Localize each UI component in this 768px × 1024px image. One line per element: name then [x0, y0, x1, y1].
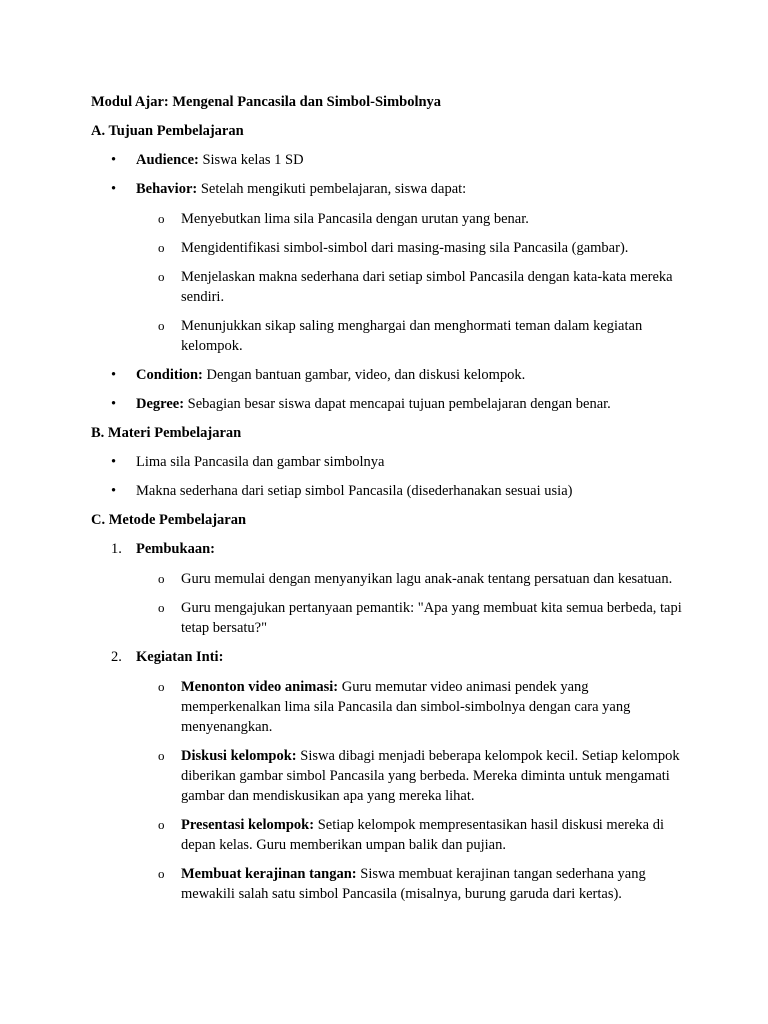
list-item-pembukaan	[91, 539, 688, 638]
document-title: Modul Ajar: Mengenal Pancasila dan Simbol-Simbolnya	[91, 94, 442, 110]
sub-list-item	[136, 677, 688, 737]
item-label: Kegiatan Inti:	[136, 649, 224, 665]
sub-list-item	[136, 238, 688, 258]
item-text: Dengan bantuan gambar, video, dan diskusi kelompok.	[202, 367, 526, 383]
number-marker: 1.	[111, 541, 122, 557]
sub-item-label: Membuat kerajinan tangan:	[181, 866, 357, 882]
sub-bullet-marker: o	[158, 571, 165, 586]
sub-bullet-marker: o	[158, 318, 165, 333]
item-label: Degree:	[136, 396, 185, 412]
list-item	[91, 481, 688, 501]
materi-list	[91, 452, 688, 501]
bullet-marker: •	[111, 483, 117, 499]
sub-list-item	[136, 815, 688, 855]
sub-bullet-marker: o	[158, 240, 165, 255]
sub-list-item	[136, 267, 688, 307]
section-heading-tujuan: A. Tujuan Pembelajaran	[91, 123, 244, 139]
bullet-marker: •	[111, 152, 117, 168]
bullet-marker: •	[111, 396, 117, 412]
sub-item-label: Menonton video animasi:	[181, 679, 339, 695]
sub-bullet-marker: o	[158, 748, 165, 763]
sub-item-text: Guru mengajukan pertanyaan pemantik: "Apa yang membuat kita semua berbeda, tapi tetap bersatu?"	[181, 600, 682, 636]
sub-bullet-marker: o	[158, 679, 165, 694]
item-label: Audience:	[136, 152, 199, 168]
kegiatan-inti-sublist	[136, 677, 688, 904]
pembukaan-sublist	[136, 569, 688, 638]
sub-bullet-marker: o	[158, 600, 165, 615]
list-item-degree	[91, 394, 688, 414]
sub-item-text: Siswa membuat kerajinan tangan sederhana yang mewakili salah satu simbol Pancasila (misalnya, burung garuda dari kertas).	[181, 866, 646, 902]
list-item-audience	[91, 150, 688, 170]
item-text: Makna sederhana dari setiap simbol Pancasila (disederhanakan sesuai usia)	[136, 483, 573, 499]
metode-list	[91, 539, 688, 904]
behavior-sublist	[136, 209, 688, 356]
sub-bullet-marker: o	[158, 269, 165, 284]
sub-item-text: Siswa dibagi menjadi beberapa kelompok kecil. Setiap kelompok diberikan gambar simbol Pancasila yang berbeda. Mereka diminta untuk mengamati gambar dan mendiskusikan apa yang mereka lihat.	[181, 748, 680, 804]
list-item-behavior	[91, 179, 688, 356]
sub-list-item	[136, 864, 688, 904]
item-text: Setelah mengikuti pembelajaran, siswa dapat:	[197, 181, 467, 197]
sub-list-item	[136, 598, 688, 638]
item-text: Lima sila Pancasila dan gambar simbolnya	[136, 454, 385, 470]
item-text: Sebagian besar siswa dapat mencapai tujuan pembelajaran dengan benar.	[184, 396, 611, 412]
item-text: Siswa kelas 1 SD	[198, 152, 304, 168]
sub-list-item	[136, 746, 688, 806]
bullet-marker: •	[111, 367, 117, 383]
sub-item-text: Guru memulai dengan menyanyikan lagu anak-anak tentang persatuan dan kesatuan.	[181, 571, 673, 587]
item-label: Behavior:	[136, 181, 198, 197]
list-item-condition	[91, 365, 688, 385]
sub-bullet-marker: o	[158, 866, 165, 881]
sub-item-label: Presentasi kelompok:	[181, 817, 315, 833]
sub-item-text: Guru memutar video animasi pendek yang memperkenalkan lima sila Pancasila dan simbol-simbolnya dengan cara yang menyenangkan.	[181, 679, 631, 735]
section-heading-materi: B. Materi Pembelajaran	[91, 425, 242, 441]
sub-bullet-marker: o	[158, 817, 165, 832]
sub-bullet-marker: o	[158, 211, 165, 226]
sub-list-item	[136, 316, 688, 356]
section-heading-metode: C. Metode Pembelajaran	[91, 512, 247, 528]
list-item-kegiatan-inti	[91, 647, 688, 904]
bullet-marker: •	[111, 181, 117, 197]
sub-item-text: Mengidentifikasi simbol-simbol dari masing-masing sila Pancasila (gambar).	[181, 240, 629, 256]
list-item	[91, 452, 688, 472]
sub-item-text: Menjelaskan makna sederhana dari setiap simbol Pancasila dengan kata-kata mereka sendiri.	[181, 269, 673, 305]
item-label: Condition:	[136, 367, 203, 383]
sub-item-text: Menunjukkan sikap saling menghargai dan menghormati teman dalam kegiatan kelompok.	[181, 318, 643, 354]
bullet-marker: •	[111, 454, 117, 470]
sub-item-label: Diskusi kelompok:	[181, 748, 297, 764]
item-label: Pembukaan:	[136, 541, 215, 557]
number-marker: 2.	[111, 649, 122, 665]
tujuan-list	[91, 150, 688, 414]
sub-list-item	[136, 209, 688, 229]
sub-list-item	[136, 569, 688, 589]
sub-item-text: Setiap kelompok mempresentasikan hasil diskusi mereka di depan kelas. Guru memberikan umpan balik dan pujian.	[181, 817, 665, 853]
sub-item-text: Menyebutkan lima sila Pancasila dengan urutan yang benar.	[181, 211, 529, 227]
